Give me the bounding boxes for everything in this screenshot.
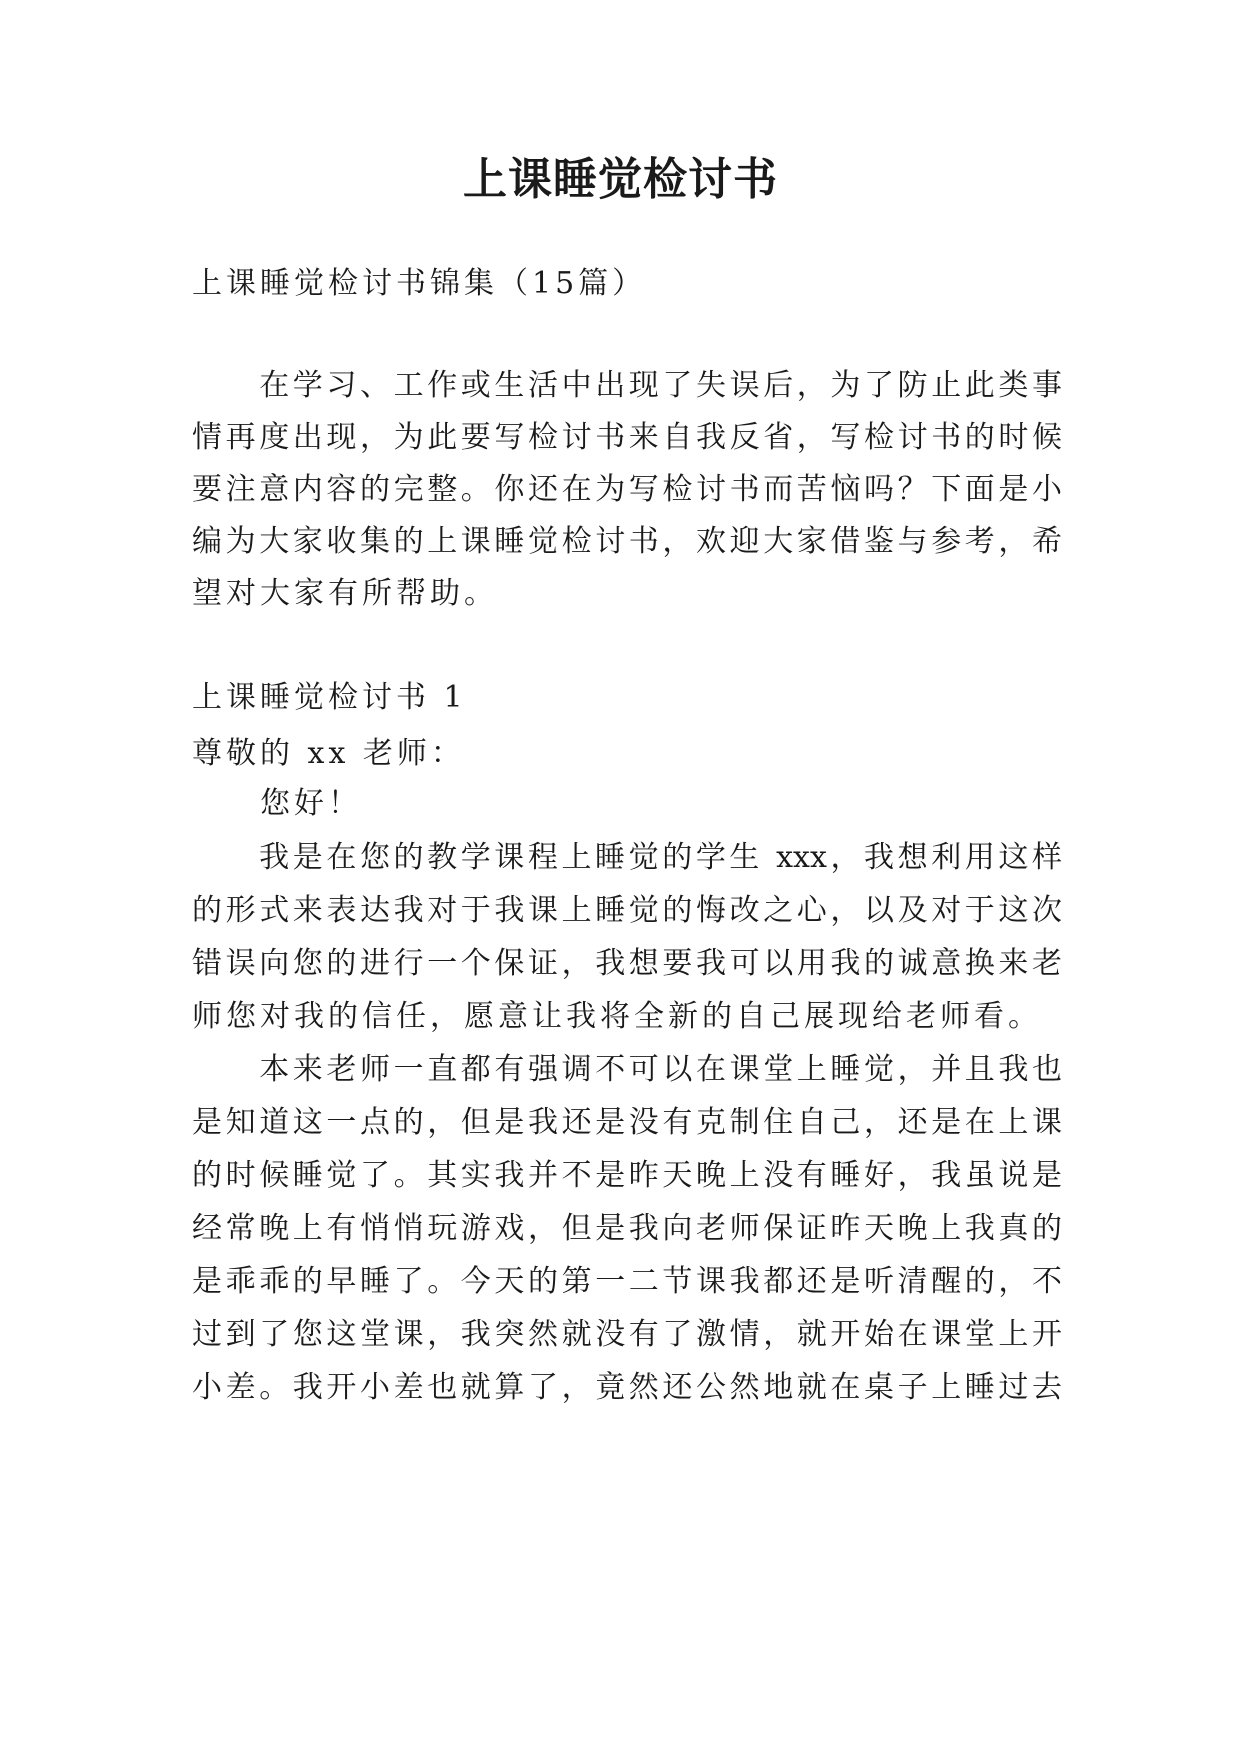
document-title: 上课睡觉检讨书: [463, 154, 778, 205]
paragraph-line: 的形式来表达我对于我课上睡觉的悔改之心，以及对于这次: [192, 893, 1062, 928]
document-subtitle: 上课睡觉检讨书锦集（15篇）: [192, 266, 647, 301]
intro-line: 编为大家收集的上课睡觉检讨书，欢迎大家借鉴与参考，希: [192, 524, 1062, 559]
paragraph-line: 的时候睡觉了。其实我并不是昨天晚上没有睡好，我虽说是: [192, 1158, 1062, 1193]
paragraph-line: 师您对我的信任，愿意让我将全新的自己展现给老师看。: [192, 999, 1042, 1034]
paragraph-line: 经常晚上有悄悄玩游戏，但是我向老师保证昨天晚上我真的: [192, 1211, 1062, 1246]
intro-line: 望对大家有所帮助。: [192, 576, 498, 611]
paragraph-line: 错误向您的进行一个保证，我想要我可以用我的诚意换来老: [192, 946, 1062, 981]
greeting: 您好！: [192, 786, 362, 821]
section-heading: 上课睡觉检讨书 1: [192, 680, 467, 715]
salutation: 尊敬的 xx 老师：: [192, 736, 465, 771]
paragraph-line: 是乖乖的早睡了。今天的第一二节课我都还是听清醒的，不: [192, 1264, 1062, 1299]
paragraph-line: 过到了您这堂课，我突然就没有了激情，就开始在课堂上开: [192, 1317, 1062, 1352]
paragraph-line: 是知道这一点的，但是我还是没有克制住自己，还是在上课: [192, 1105, 1062, 1140]
intro-line: 在学习、工作或生活中出现了失误后，为了防止此类事: [192, 368, 1062, 403]
intro-line: 要注意内容的完整。你还在为写检讨书而苦恼吗？下面是小: [192, 472, 1062, 507]
paragraph-line: 我是在您的教学课程上睡觉的学生 xxx，我想利用这样: [192, 840, 1062, 875]
intro-line: 情再度出现，为此要写检讨书来自我反省，写检讨书的时候: [192, 420, 1062, 455]
paragraph-line: 小差。我开小差也就算了，竟然还公然地就在桌子上睡过去: [192, 1370, 1062, 1405]
paragraph-line: 本来老师一直都有强调不可以在课堂上睡觉，并且我也: [192, 1052, 1062, 1087]
